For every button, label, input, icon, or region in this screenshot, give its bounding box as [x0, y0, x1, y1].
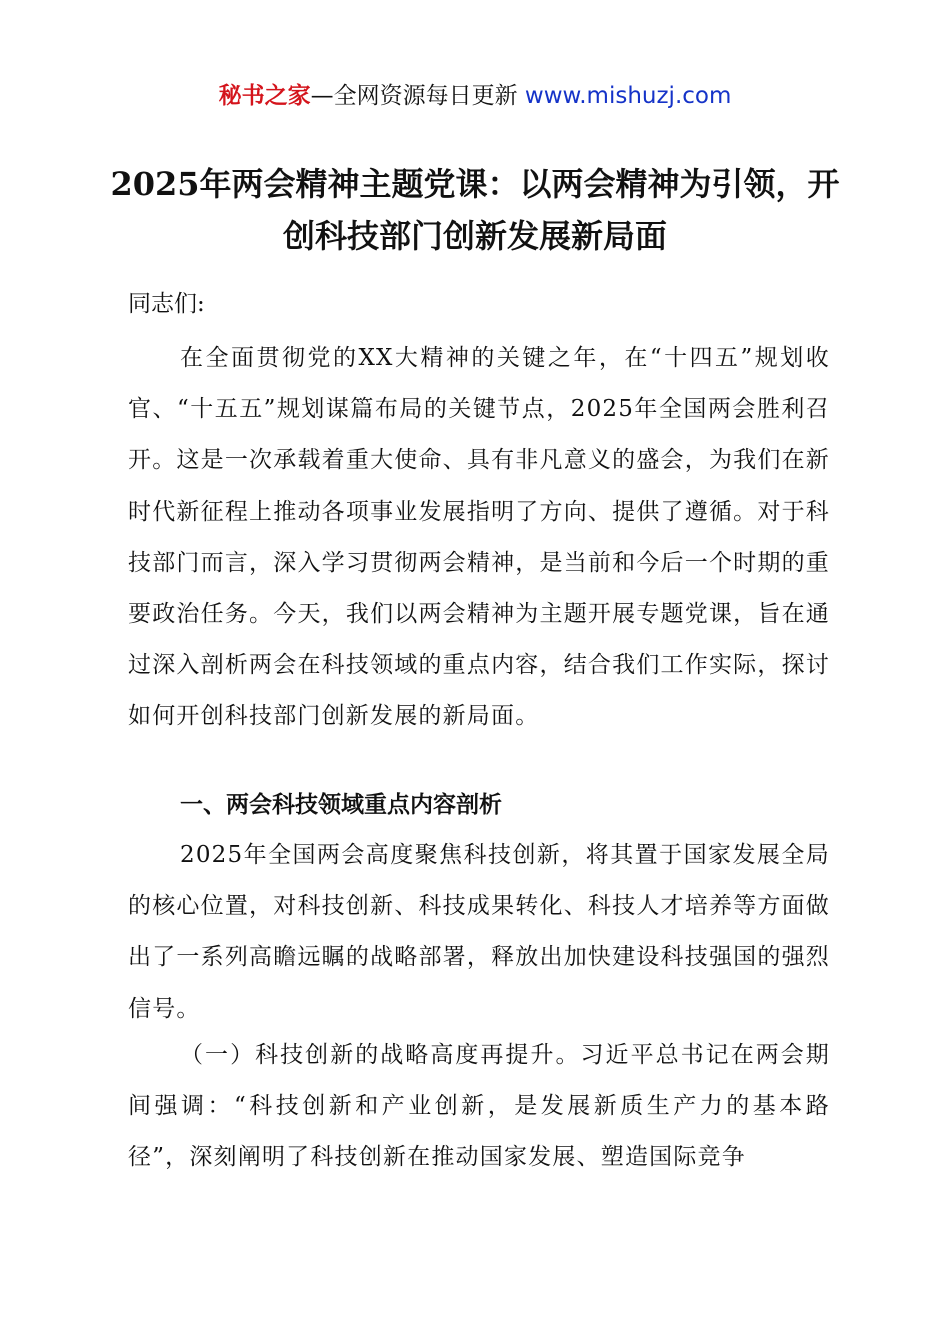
site-name: 秘书之家 [218, 83, 311, 109]
site-tagline: —全网资源每日更新 [310, 83, 525, 109]
section-heading: 一、两会科技领域重点内容剖析 [180, 792, 502, 818]
salutation: 同志们: [128, 291, 205, 317]
intro-paragraph: 在全面贯彻党的XX大精神的关键之年，在“十四五”规划收官、“十五五”规划谋篇布局的关键节点，2025年全国两会胜利召开。这是一次承载着重大使命、具有非凡意义的盛会，为我们在新时代新征程上推动各项事业发展指明了方向、提供了遵循。对于科技部门而言，深入学习贯彻两会精神，是当前和今后一个时期的重要政治任务。今天，我们以两会精神为主题开展专题党课，旨在通过深入剖析两会在科技领域的重点内容，结合我们工作实际，探讨如何开创科技部门创新发展的新局面。 [128, 345, 830, 730]
subsection-paragraph: （一）科技创新的战略高度再提升。习近平总书记在两会期间强调：“科技创新和产业创新，是发展新质生产力的基本路径”，深刻阐明了科技创新在推动国家发展、塑造国际竞争 [128, 1042, 830, 1171]
section-paragraph: 2025年全国两会高度聚焦科技创新，将其置于国家发展全局的核心位置，对科技创新、科技成果转化、科技人才培养等方面做出了一系列高瞻远瞩的战略部署，释放出加快建设科技强国的强烈信号。 [128, 842, 830, 1022]
document-title: 2025年两会精神主题党课：以两会精神为引领，开创科技部门创新发展新局面 [110, 165, 840, 255]
site-header [0, 80, 950, 112]
site-url-link[interactable]: www.mishuzj.com [524, 83, 732, 109]
